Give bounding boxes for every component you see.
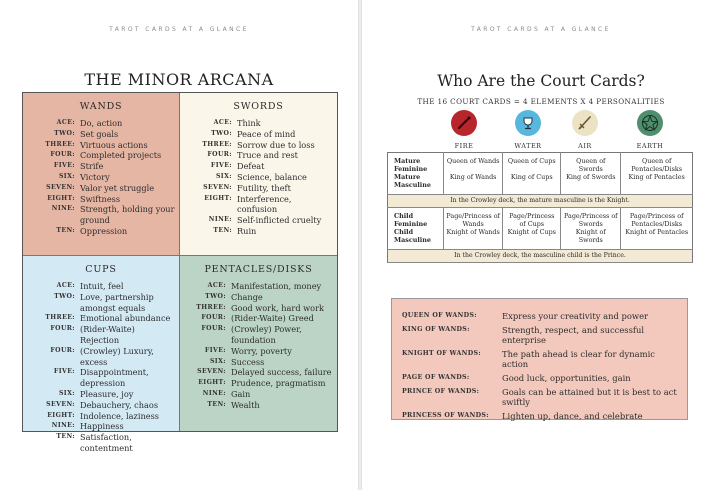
court-card-name: PAGE OF WANDS: xyxy=(402,374,470,381)
card-meaning: Manifestation, money xyxy=(231,281,322,291)
card-rank: THREE: xyxy=(202,140,232,148)
card-meaning: Defeat xyxy=(237,161,265,172)
court-card-cell: Queen of Swords xyxy=(561,153,621,174)
element-water xyxy=(498,110,558,150)
court-row-label: Mature Feminine xyxy=(388,153,444,174)
court-meaning-row xyxy=(402,385,681,409)
court-card-meaning: Express your creativity and power xyxy=(502,311,649,321)
card-rank: FIVE: xyxy=(53,368,75,376)
right-page xyxy=(362,0,720,490)
card-meaning: Do, action xyxy=(80,118,123,128)
element-label: AIR xyxy=(578,142,592,150)
court-card-cell: Knight of Swords xyxy=(561,228,621,250)
card-meaning: Truce and rest xyxy=(237,150,298,161)
crowley-deck-note: In the Crowley deck, the masculine child is the Prince. xyxy=(388,250,693,263)
card-meaning: Indolence, laziness xyxy=(80,410,160,421)
card-meaning: Oppression xyxy=(80,225,128,236)
card-meaning: Happiness xyxy=(80,421,124,432)
left-page xyxy=(0,0,358,490)
sword-icon xyxy=(572,110,598,136)
card-rank: FOUR: xyxy=(207,151,232,159)
card-meaning: (Rider-Waite) Rejection xyxy=(80,324,135,345)
card-meaning: Think xyxy=(237,118,261,128)
suit-panel-cups xyxy=(23,256,180,453)
court-card-meaning: Good luck, opportunities, gain xyxy=(502,373,631,383)
card-meaning: Interference, confusion xyxy=(237,193,292,215)
card-meaning: Self-inflicted cruelty xyxy=(237,215,322,226)
suit-name: CUPS xyxy=(85,264,117,275)
card-rank: FOUR: xyxy=(201,325,226,333)
card-meaning: Victory xyxy=(80,171,110,182)
card-meaning: Wealth xyxy=(231,399,260,410)
card-meaning: (Crowley) Power, foundation xyxy=(231,324,302,345)
card-meaning: Love, partnership amongst equals xyxy=(80,291,154,313)
card-meaning: Intuit, feel xyxy=(80,281,124,291)
court-card-name: PRINCESS OF WANDS: xyxy=(402,412,489,419)
court-row xyxy=(388,173,693,195)
court-card-meaning: Goals can be attained but it is best to act swiftly xyxy=(502,387,677,407)
court-card-meaning: The path ahead is clear for dynamic action xyxy=(502,349,655,369)
card-rank: SIX: xyxy=(215,172,232,180)
running-head-left: TAROT CARDS AT A GLANCE xyxy=(109,26,249,33)
card-rank: ACE: xyxy=(207,282,226,289)
card-rank: FIVE: xyxy=(204,346,226,354)
card-meaning: Delayed success, failure xyxy=(231,367,332,378)
cup-icon xyxy=(515,110,541,136)
court-card-cell: Knight of Pentacles xyxy=(625,228,689,236)
card-rank: SEVEN: xyxy=(46,183,75,191)
element-label: FIRE xyxy=(454,142,474,150)
card-rank: ACE: xyxy=(56,119,75,126)
suit-panel-wands xyxy=(23,93,180,256)
court-cards-title: Who Are the Court Cards? xyxy=(437,72,645,90)
card-rank: TEN: xyxy=(56,433,75,441)
card-rank: FOUR: xyxy=(201,314,226,322)
court-card-cell: King of Cups xyxy=(503,173,561,195)
suit-panel-pentacles xyxy=(180,256,337,431)
running-head-right: TAROT CARDS AT A GLANCE xyxy=(471,26,611,33)
court-note-row xyxy=(388,250,693,263)
court-meaning-row xyxy=(402,309,681,323)
suit-card-list xyxy=(184,281,333,411)
card-rank: EIGHT: xyxy=(198,379,226,387)
wand-icon xyxy=(451,110,477,136)
court-meaning-row xyxy=(402,347,681,371)
suit-name: WANDS xyxy=(79,101,123,112)
card-rank: EIGHT: xyxy=(204,194,232,202)
court-meaning-row xyxy=(402,409,681,423)
card-rank: THREE: xyxy=(45,314,75,322)
court-cards-table xyxy=(387,152,693,263)
court-note-row xyxy=(388,195,693,208)
suit-card-list xyxy=(184,118,333,237)
card-rank: NINE: xyxy=(202,389,226,397)
element-earth xyxy=(620,110,680,150)
court-card-meaning: Strength, respect, and successful enterprise xyxy=(502,325,645,345)
court-row-label: Child Masculine xyxy=(388,228,444,250)
card-meaning: Debauchery, chaos xyxy=(80,399,159,410)
court-row xyxy=(388,228,693,250)
card-rank: TWO: xyxy=(211,129,232,137)
wands-court-meanings xyxy=(391,298,688,420)
minor-arcana-grid xyxy=(22,92,338,453)
card-rank: FIVE: xyxy=(210,162,232,170)
court-card-cell: Knight of Wands xyxy=(444,228,503,250)
card-meaning: Satisfaction, contentment xyxy=(80,432,133,453)
card-rank: FOUR: xyxy=(50,346,75,354)
suit-card-list xyxy=(27,118,175,237)
court-card-name: KNIGHT OF WANDS: xyxy=(402,350,481,357)
element-label: WATER xyxy=(514,142,542,150)
suit-name: SWORDS xyxy=(233,101,284,112)
card-rank: SIX: xyxy=(58,389,75,397)
court-card-cell: Page/Princess of Wands xyxy=(444,208,503,229)
element-label: EARTH xyxy=(636,142,664,150)
card-rank: EIGHT: xyxy=(47,194,75,202)
card-meaning: Disappointment, depression xyxy=(80,367,149,389)
card-meaning: Emotional abundance xyxy=(80,313,171,324)
card-rank: TEN: xyxy=(213,226,232,234)
card-rank: SEVEN: xyxy=(46,400,75,408)
court-meaning-row xyxy=(402,323,681,347)
card-meaning: Swiftness xyxy=(80,193,121,204)
suit-panel-swords xyxy=(180,93,337,256)
card-rank: TWO: xyxy=(205,292,226,300)
card-meaning: Set goals xyxy=(80,128,119,139)
card-meaning: Futility, theft xyxy=(237,182,291,193)
card-rank: FOUR: xyxy=(50,151,75,159)
court-card-cell: King of Swords xyxy=(561,173,621,195)
card-rank: SIX: xyxy=(209,357,226,365)
court-card-cell: Queen of Pentacles/Disks xyxy=(631,157,683,173)
element-air xyxy=(555,110,615,150)
card-rank: ACE: xyxy=(56,282,75,289)
card-meaning: Ruin xyxy=(237,225,257,236)
element-fire xyxy=(434,110,494,150)
court-card-meaning: Lighten up, dance, and celebrate xyxy=(502,411,643,421)
court-card-cell: Page/Princess of Cups xyxy=(503,208,561,229)
card-meaning: (Rider-Waite) Greed xyxy=(231,313,314,324)
card-meaning: Pleasure, joy xyxy=(80,388,134,399)
card-rank: TWO: xyxy=(54,292,75,300)
element-header xyxy=(362,110,720,156)
court-row xyxy=(388,208,693,229)
card-meaning: Gain xyxy=(231,388,251,399)
court-row-label: Child Feminine xyxy=(388,208,444,229)
card-rank: SIX: xyxy=(58,172,75,180)
card-rank: NINE: xyxy=(51,422,75,430)
card-meaning: Worry, poverty xyxy=(231,345,292,356)
card-meaning: Prudence, pragmatism xyxy=(231,378,326,389)
card-rank: EIGHT: xyxy=(47,411,75,419)
court-cards-subtitle: THE 16 COURT CARDS = 4 ELEMENTS X 4 PERSONALITIES xyxy=(417,97,665,106)
card-meaning: (Crowley) Luxury, excess xyxy=(80,345,154,367)
minor-arcana-title: THE MINOR ARCANA xyxy=(84,70,274,89)
card-rank: NINE: xyxy=(51,205,75,213)
card-meaning: Change xyxy=(231,291,263,302)
card-meaning: Science, balance xyxy=(237,171,307,182)
card-rank: SEVEN: xyxy=(197,368,226,376)
card-rank: TWO: xyxy=(54,129,75,137)
court-card-cell: Page/Princess of Swords xyxy=(561,208,621,229)
court-card-cell: Page/Princess of Pentacles/Disks xyxy=(629,212,684,228)
court-card-cell: King of Pentacles xyxy=(628,173,685,181)
suit-card-list xyxy=(27,281,175,454)
card-rank: NINE: xyxy=(208,216,232,224)
card-rank: TEN: xyxy=(56,226,75,234)
card-meaning: Strife xyxy=(80,161,104,172)
card-meaning: Completed projects xyxy=(80,150,162,161)
court-row-label: Mature Masculine xyxy=(388,173,444,195)
card-meaning: Strength, holding your ground xyxy=(80,204,175,226)
card-rank: ACE: xyxy=(213,119,232,126)
court-card-name: QUEEN OF WANDS: xyxy=(402,312,477,319)
suit-name: PENTACLES/DISKS xyxy=(204,264,313,275)
card-meaning: Success xyxy=(231,356,265,367)
crowley-deck-note: In the Crowley deck, the mature masculine is the Knight. xyxy=(388,195,693,208)
court-row xyxy=(388,153,693,174)
card-meaning: Virtuous actions xyxy=(80,139,148,150)
court-card-cell: Queen of Wands xyxy=(444,153,503,174)
court-card-name: PRINCE OF WANDS: xyxy=(402,388,480,395)
court-card-cell: Queen of Cups xyxy=(503,153,561,174)
card-rank: FIVE: xyxy=(53,162,75,170)
card-meaning: Good work, hard work xyxy=(231,302,324,313)
court-card-cell: Knight of Cups xyxy=(503,228,561,250)
card-rank: THREE: xyxy=(196,303,226,311)
pentacle-icon xyxy=(637,110,663,136)
card-meaning: Sorrow due to loss xyxy=(237,139,315,150)
card-rank: FOUR: xyxy=(50,325,75,333)
card-rank: SEVEN: xyxy=(203,183,232,191)
card-meaning: Peace of mind xyxy=(237,128,296,139)
court-card-cell: King of Wands xyxy=(444,173,503,195)
court-meaning-row xyxy=(402,371,681,385)
court-card-name: KING OF WANDS: xyxy=(402,326,470,333)
card-rank: TEN: xyxy=(207,400,226,408)
card-meaning: Valor yet struggle xyxy=(80,182,155,193)
card-rank: THREE: xyxy=(45,140,75,148)
